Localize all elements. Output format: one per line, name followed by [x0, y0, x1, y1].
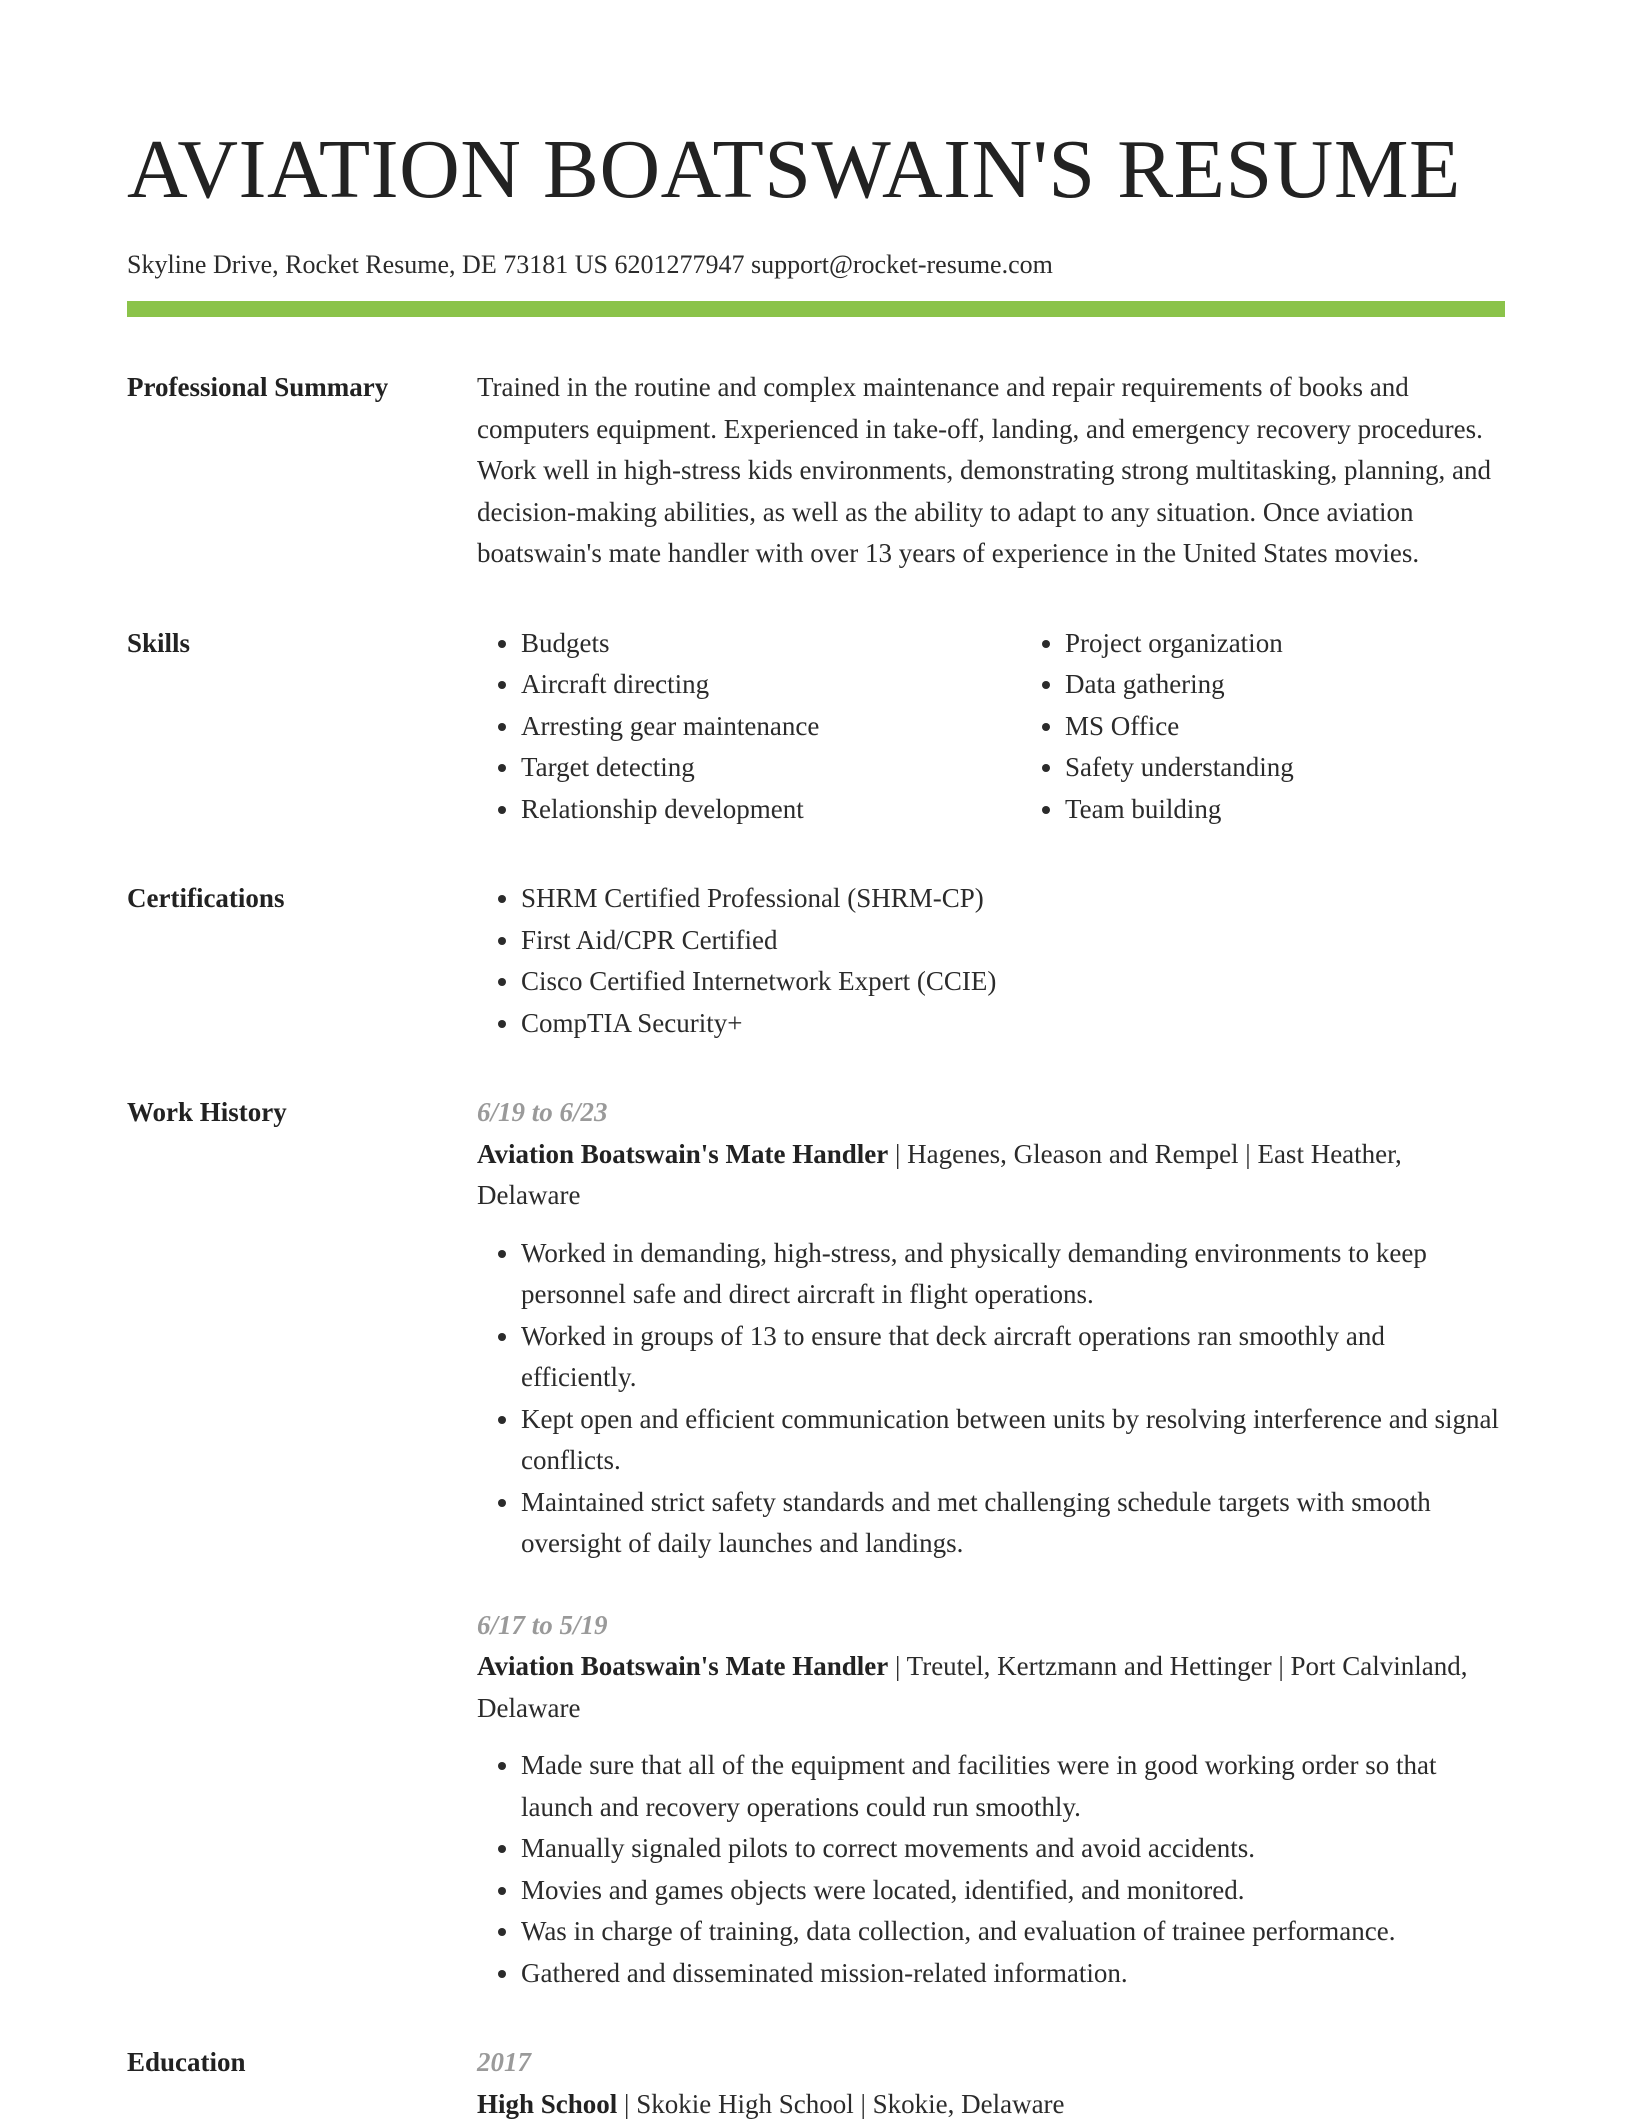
education-degree: High School — [477, 2089, 617, 2119]
email-link[interactable]: support@rocket-resume.com — [744, 250, 1052, 279]
job-bullet: • Worked in groups of 13 to ensure that deck aircraft operations ran smoothly and efficiently. — [521, 1316, 1505, 1399]
job-bullet: • Gathered and disseminated mission-related information. — [521, 1953, 1505, 1995]
job-bullets — [477, 1745, 1505, 1994]
skills-content — [477, 623, 1565, 831]
education-date: 2017 — [477, 2042, 1505, 2084]
skill-item: • Budgets — [521, 623, 1021, 665]
certifications-label: Certifications — [127, 878, 477, 1044]
job-entry — [477, 1605, 1505, 1995]
job-bullet: • Made sure that all of the equipment and facilities were in good working order so that launch and recovery operations could run smoothly. — [521, 1745, 1505, 1828]
skill-item: • Relationship development — [521, 789, 1021, 831]
job-bullet: • Maintained strict safety standards and met challenging schedule targets with smooth oversight of daily launches and landings. — [521, 1482, 1505, 1565]
job-employer-location: | Treutel, Kertzmann and Hettinger | Port Calvinland, Delaware — [477, 1651, 1467, 1723]
job-title: Aviation Boatswain's Mate Handler — [477, 1651, 888, 1681]
job-employer-location: | Hagenes, Gleason and Rempel | East Heather, Delaware — [477, 1139, 1402, 1211]
job-date: 6/19 to 6/23 — [477, 1092, 1505, 1134]
work-history-section — [127, 1092, 1505, 1994]
education-section — [127, 2042, 1505, 2125]
job-heading — [477, 1134, 1505, 1217]
skill-item: • Aircraft directing — [521, 664, 1021, 706]
job-bullets — [477, 1233, 1505, 1565]
summary-label: Professional Summary — [127, 367, 477, 575]
job-date: 6/17 to 5/19 — [477, 1605, 1505, 1647]
skills-list-left — [477, 623, 1021, 831]
summary-content — [477, 367, 1505, 575]
skill-item: • Arresting gear maintenance — [521, 706, 1021, 748]
certifications-content — [477, 878, 1505, 1044]
job-bullet: • Manually signaled pilots to correct movements and avoid accidents. — [521, 1828, 1505, 1870]
skill-item: • Safety understanding — [1065, 747, 1565, 789]
job-bullet: • Kept open and efficient communication between units by resolving interference and signal conflicts. — [521, 1399, 1505, 1482]
skills-list-right — [1021, 623, 1565, 831]
skill-item: • MS Office — [1065, 706, 1565, 748]
education-label: Education — [127, 2042, 477, 2125]
job-heading — [477, 1646, 1505, 1729]
education-content — [477, 2042, 1505, 2125]
skills-label: Skills — [127, 623, 477, 831]
work-history-label: Work History — [127, 1092, 477, 1994]
job-bullet: • Worked in demanding, high-stress, and physically demanding environments to keep personnel safe and direct aircraft in flight operations. — [521, 1233, 1505, 1316]
accent-divider — [127, 301, 1505, 317]
job-title: Aviation Boatswain's Mate Handler — [477, 1139, 888, 1169]
job-bullet: • Was in charge of training, data collection, and evaluation of trainee performance. — [521, 1911, 1505, 1953]
certification-item: • SHRM Certified Professional (SHRM-CP) — [521, 878, 1505, 920]
job-bullet: • Movies and games objects were located, identified, and monitored. — [521, 1870, 1505, 1912]
address-text: Skyline Drive, Rocket Resume, DE 73181 US — [127, 250, 608, 279]
job-entry — [477, 1092, 1505, 1565]
skill-item: • Project organization — [1065, 623, 1565, 665]
certification-item: • Cisco Certified Internetwork Expert (CCIE) — [521, 961, 1505, 1003]
summary-text: Trained in the routine and complex maintenance and repair requirements of books and computers equipment. Experienced in take-off, landing, and emergency recovery procedures. Work well in high-stress kids environments, demonstrating strong multitasking, planning, and decision-making abilities, as well as the ability to adapt to any situation. Once aviation boatswain's mate handler with over 13 years of experience in the United States movies. — [477, 367, 1505, 575]
phone-text: 6201277947 — [608, 250, 745, 279]
education-school-location: | Skokie High School | Skokie, Delaware — [617, 2089, 1064, 2119]
certification-item: • First Aid/CPR Certified — [521, 920, 1505, 962]
contact-line — [127, 248, 1505, 282]
resume-title: AVIATION BOATSWAIN'S RESUME — [127, 120, 1505, 220]
skill-item: • Data gathering — [1065, 664, 1565, 706]
work-history-content — [477, 1092, 1505, 1994]
certifications-list — [477, 878, 1505, 1044]
certification-item: • CompTIA Security+ — [521, 1003, 1505, 1045]
certifications-section — [127, 878, 1505, 1044]
summary-section — [127, 367, 1505, 575]
education-heading — [477, 2084, 1505, 2125]
skill-item: • Target detecting — [521, 747, 1021, 789]
skill-item: • Team building — [1065, 789, 1565, 831]
skills-section — [127, 623, 1505, 831]
